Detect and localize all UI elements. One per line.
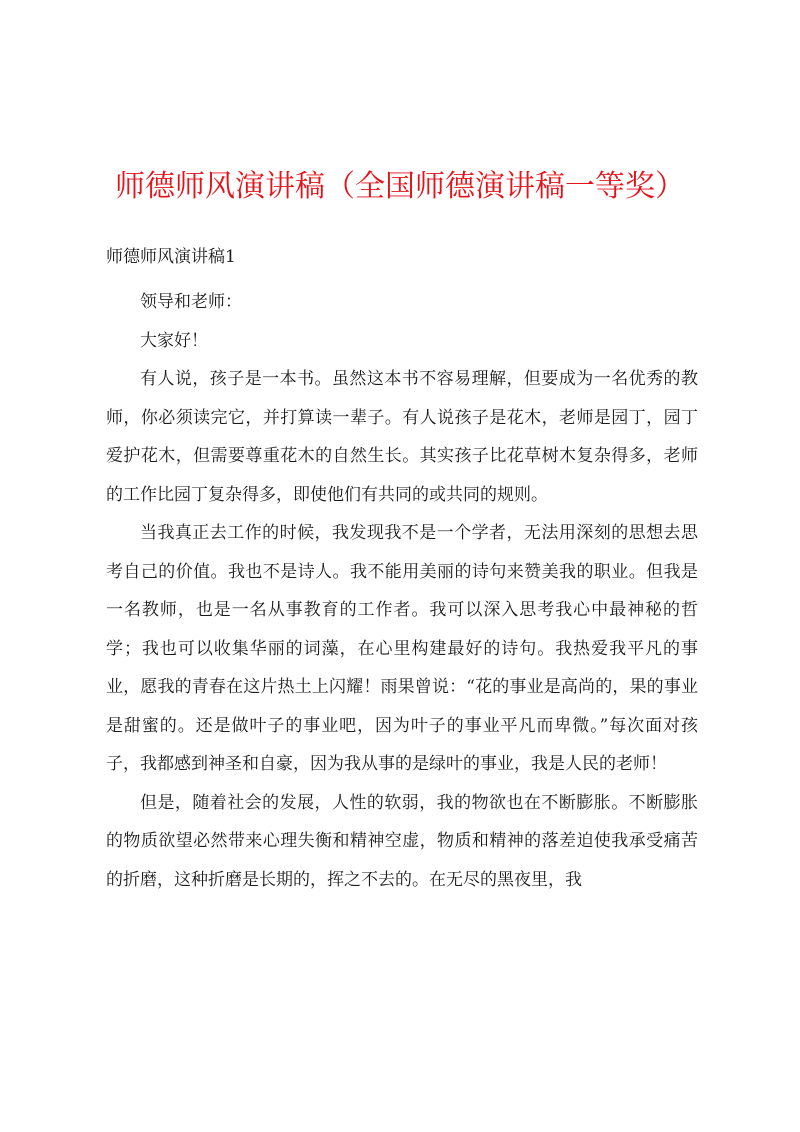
greeting-paragraph: 大家好！ bbox=[140, 330, 208, 351]
body-paragraph: 当我真正去工作的时候，我发现我不是一个学者，无法用深刻的思想去思考自己的价值。我也不是诗人。我不能用美丽的诗句来赞美我的职业。但我是一名教师，也是一名从事教育的工作者。我可以深入思考我心中最神秘的哲学；我也可以收集华丽的词藻，在心里构建最好的诗句。我热爱我平凡的事业，愿我的青春在这片热土上闪耀！雨果曾说：“花的事业是高尚的，果的事业是甜蜜的。还是做叶子的事业吧，因为叶子的事业平凡而卑微。”每次面对孩子，我都感到神圣和自豪，因为我从事的是绿叶的事业，我是人民的老师！ bbox=[106, 523, 698, 774]
body-paragraph: 但是，随着社会的发展，人性的软弱，我的物欲也在不断膨胀。不断膨胀的物质欲望必然带来心理失衡和精神空虚，物质和精神的落差迫使我承受痛苦的折磨，这种折磨是长期的，挥之不去的。在无尽的黑夜里，我 bbox=[106, 792, 698, 890]
section-heading: 师德师风演讲稿1 bbox=[106, 247, 236, 267]
body-paragraph: 有人说，孩子是一本书。虽然这本书不容易理解，但要成为一名优秀的教师，你必须读完它，并打算读一辈子。有人说孩子是花木，老师是园丁，园丁爱护花木，但需要尊重花木的自然生长。其实孩子比花草树木复杂得多，老师的工作比园丁复杂得多，即使他们有共同的或共同的规则。 bbox=[106, 369, 698, 505]
document-body bbox=[106, 283, 698, 899]
salutation-paragraph: 领导和老师： bbox=[140, 292, 242, 312]
document-title: 师德师风演讲稿（全国师德演讲稿一等奖） bbox=[115, 169, 685, 204]
